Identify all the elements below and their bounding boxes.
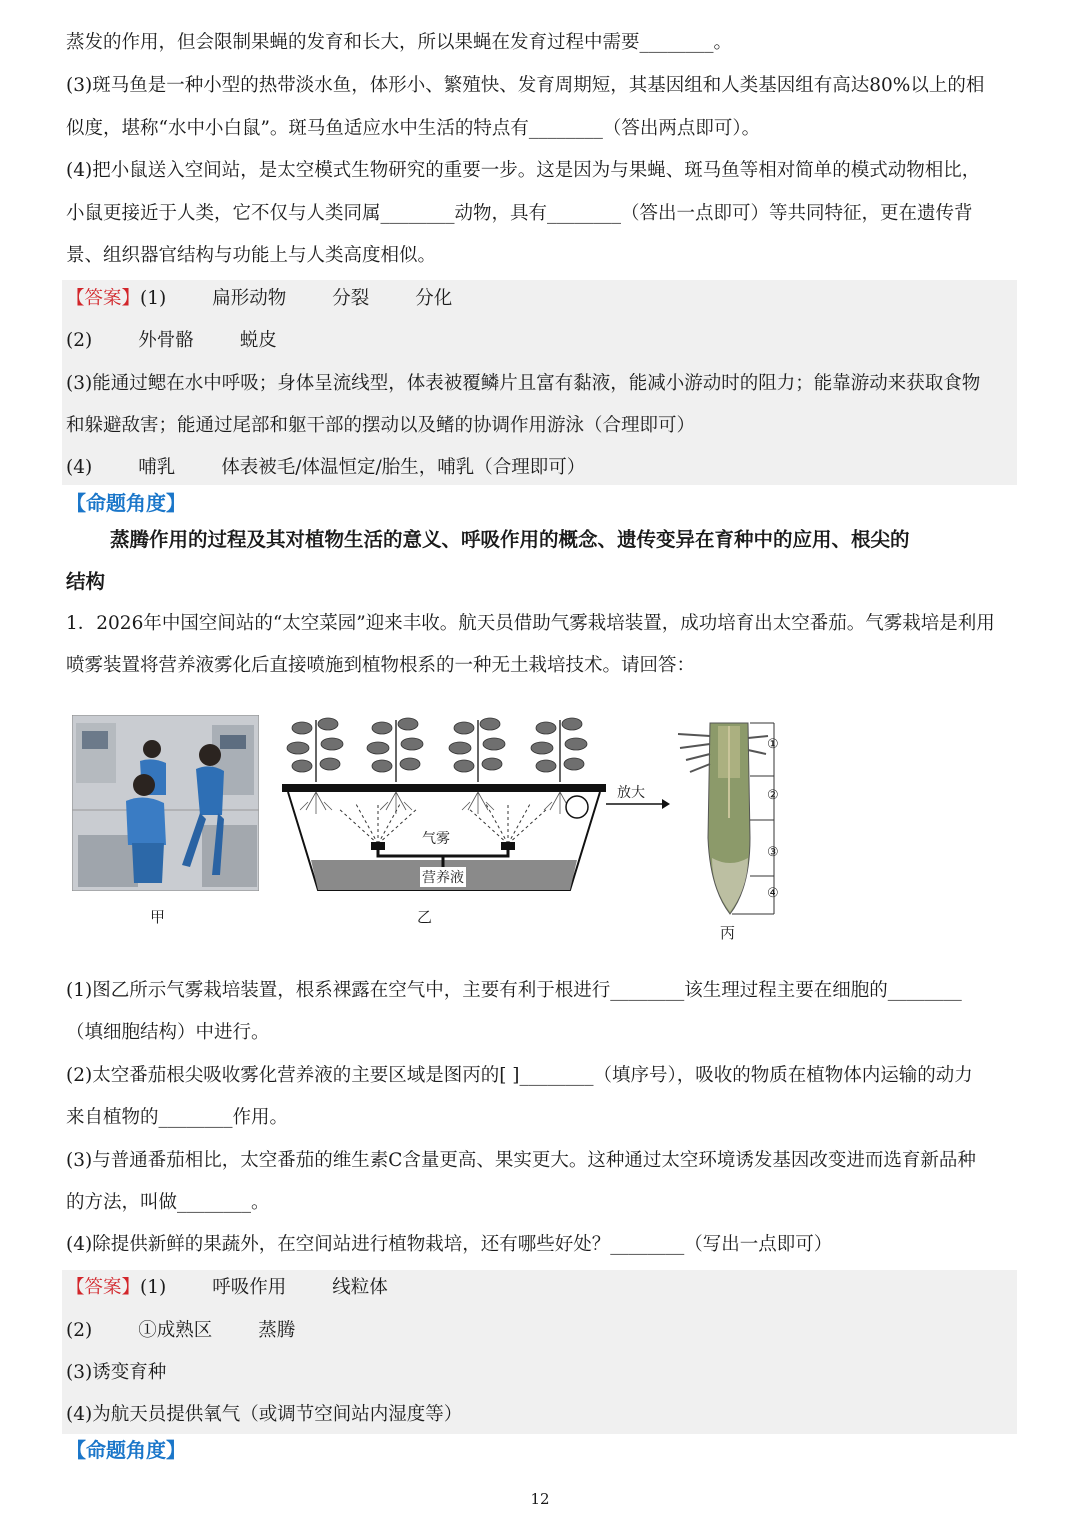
text-line: 景、组织器官结构与功能上与人类高度相似。 [66, 245, 437, 266]
answer-row: (3)能通过鳃在水中呼吸；身体呈流线型，体表被覆鳞片且富有黏液，能减小游动时的阻力；能靠游动来获取食物 [66, 373, 981, 394]
region-1-label: ① [767, 737, 779, 752]
enlarge-label: 放大 [617, 785, 645, 801]
section-heading: 【命题角度】 [66, 491, 186, 515]
astronaut-photo [72, 715, 259, 891]
answer-row: 【答案】(1) 呼吸作用 线粒体 [66, 1277, 388, 1298]
topic-title: 结构 [66, 570, 106, 593]
subquestion: (2)太空番茄根尖吸收雾化营养液的主要区域是图丙的[ ]________（填序号），吸收的物质在植物体内运输的动力 [66, 1065, 973, 1086]
answer-tag: 【答案】 [66, 288, 141, 309]
answer-row: (4)为航天员提供氧气（或调节空间站内湿度等） [66, 1404, 463, 1425]
nutrient-solution-label: 营养液 [420, 867, 466, 887]
text-line: 蒸发的作用，但会限制果蝇的发育和长大，所以果蝇在发育过程中需要________。 [66, 32, 733, 53]
region-4-label: ④ [767, 886, 779, 901]
subquestion: (3)与普通番茄相比，太空番茄的维生素C含量更高、果实更大。这种通过太空环境诱发基因改变进而选育新品种 [66, 1150, 976, 1171]
region-3-label: ③ [767, 845, 779, 860]
figure-label-jia: 甲 [150, 908, 166, 926]
question-stem: 喷雾装置将营养液雾化后直接喷施到植物根系的一种无土栽培技术。请回答： [66, 655, 696, 676]
region-2-label: ② [767, 788, 779, 803]
subquestion: (1)图乙所示气雾栽培装置，根系裸露在空气中，主要有利于根进行________该生理过程主要在细胞的________ [66, 980, 962, 1001]
answer-row: (4) 哺乳 体表被毛/体温恒定/胎生，哺乳（合理即可） [66, 457, 586, 478]
text-line: (4)把小鼠送入空间站，是太空模式生物研究的重要一步。这是因为与果蝇、斑马鱼等相对简单的模式动物相比， [66, 160, 981, 181]
answer-row: 【答案】(1) 扁形动物 分裂 分化 [66, 288, 453, 309]
text-line: 似度，堪称“水中小白鼠”。斑马鱼适应水中生活的特点有________（答出两点即可）。 [66, 118, 761, 139]
answer-row: 和躲避敌害；能通过尾部和躯干部的摆动以及鳍的协调作用游泳（合理即可） [66, 415, 696, 436]
figure-label-bing: 丙 [720, 924, 736, 942]
subquestion: （填细胞结构）中进行。 [66, 1022, 270, 1043]
topic-title: 蒸腾作用的过程及其对植物生活的意义、呼吸作用的概念、遗传变异在育种中的应用、根尖的 [110, 528, 910, 551]
answer-tag: 【答案】 [66, 1277, 141, 1298]
question-stem: 1．2026年中国空间站的“太空菜园”迎来丰收。航天员借助气雾栽培装置，成功培育出太空番茄。气雾栽培是利用 [66, 613, 995, 634]
subquestion: 的方法，叫做________。 [66, 1192, 270, 1213]
answer-row: (2) ①成熟区 蒸腾 [66, 1320, 296, 1341]
mist-label: 气雾 [422, 831, 450, 847]
text-line: (3)斑马鱼是一种小型的热带淡水鱼，体形小、繁殖快、发育周期短，其基因组和人类基因组有高达80%以上的相 [66, 75, 985, 96]
answer-row: (2) 外骨骼 蜕皮 [66, 330, 277, 351]
figure-label-yi: 乙 [417, 908, 433, 926]
subquestion: (4)除提供新鲜的果蔬外，在空间站进行植物栽培，还有哪些好处？________（写出一点即可） [66, 1234, 833, 1255]
page-number: 12 [530, 1490, 550, 1508]
answer-row: (3)诱变育种 [66, 1362, 167, 1383]
subquestion: 来自植物的________作用。 [66, 1107, 289, 1128]
text-line: 小鼠更接近于人类，它不仅与人类同属________动物，具有________（答出一点即可）等共同特征，更在遗传背 [66, 203, 973, 224]
section-heading: 【命题角度】 [66, 1438, 186, 1462]
